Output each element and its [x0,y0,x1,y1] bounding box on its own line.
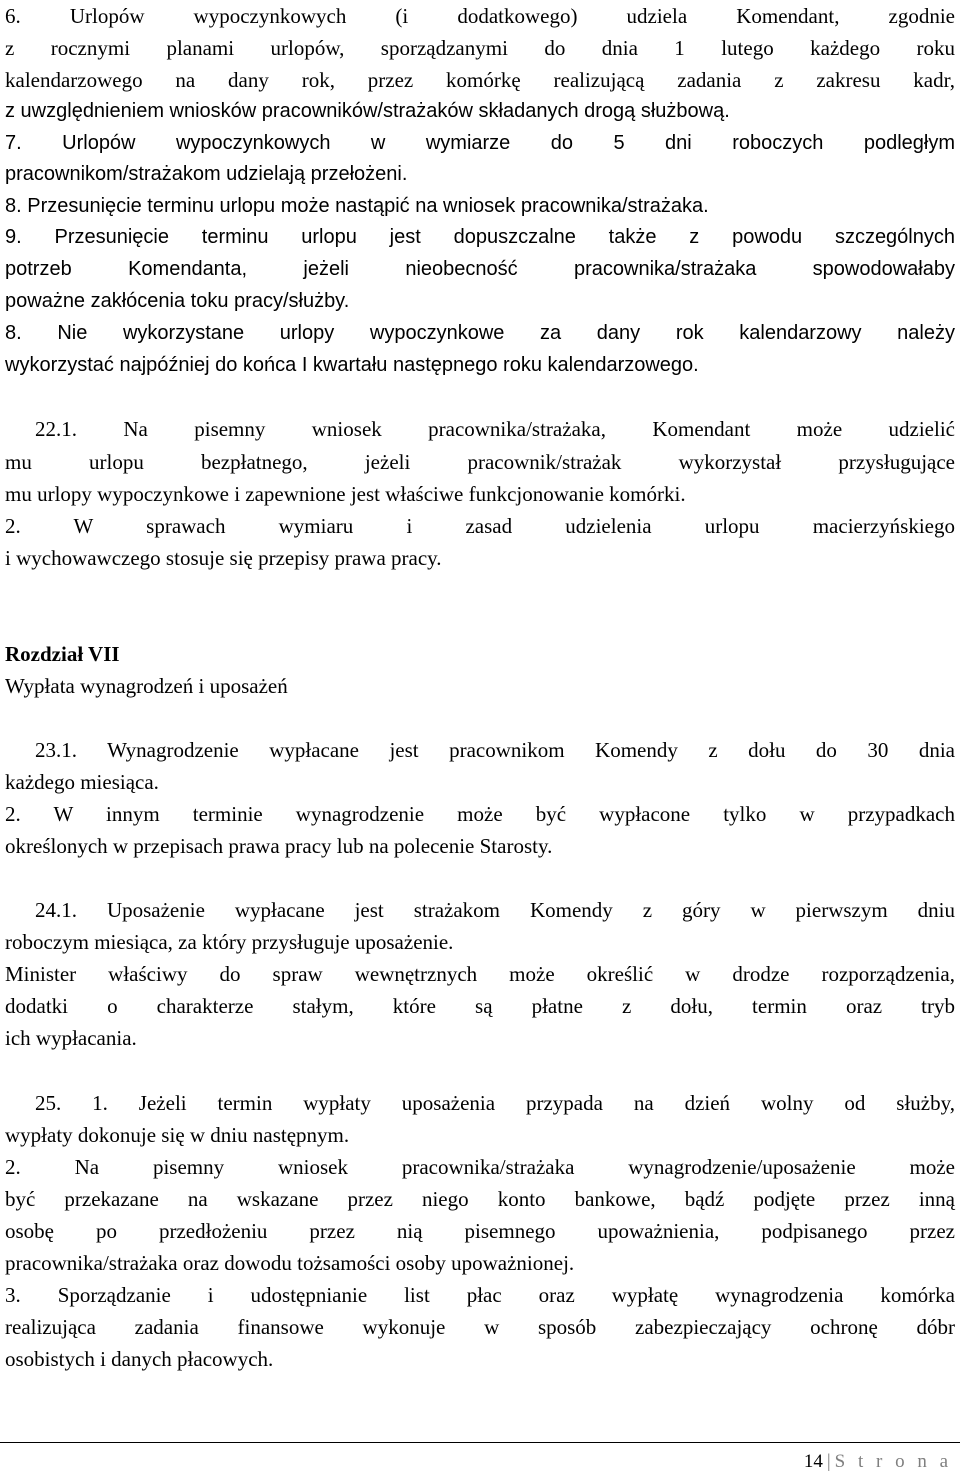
footer-divider [0,1442,960,1443]
section-25-line-1 [5,1087,955,1119]
section-24-line-3: Minister właściwy do spraw wewnętrznych może określić w drodze rozporządzenia, [5,962,955,986]
section-23-line-3: 2. W innym terminie wynagrodzenie może być wypłacone tylko w przypadkach [5,802,955,826]
paragraph-6-line-2: z rocznymi planami urlopów, sporządzanymi do dnia 1 lutego każdego roku [5,36,955,60]
section-24-line-2: roboczym miesiąca, za który przysługuje uposażenie. [5,930,454,954]
section-25-line-6: pracownika/strażaka oraz dowodu tożsamości osoby upoważnionej. [5,1251,575,1275]
chapter-heading: Rozdział VII [5,642,120,666]
page-number: 14 [803,1451,823,1472]
section-25-line-3: 2. Na pisemny wniosek pracownika/strażaka wynagrodzenie/uposażenie może [5,1155,955,1179]
paragraph-9-line-2: potrzeb Komendanta, jeżeli nieobecność pracownika/strażaka spowodowałaby [5,258,955,280]
section-23-line-4: określonych w przepisach prawa pracy lub na polecenie Starosty. [5,834,553,858]
section-24-line-5: ich wypłacania. [5,1026,137,1050]
section-23-line-1 [5,734,955,766]
section-24-line-4: dodatki o charakterze stałym, które są płatne z dołu, termin oraz tryb [5,994,955,1018]
paragraph-9-line-1: 9. Przesunięcie terminu urlopu jest dopuszczalne także z powodu szczególnych [5,226,955,248]
paragraph-7-line-1: 7. Urlopów wypoczynkowych w wymiarze do 5 dni roboczych podległym [5,132,955,154]
section-25-line-7: 3. Sporządzanie i udostępnianie list płac oraz wypłatę wynagrodzenia komórka [5,1283,955,1307]
section-22-line-5: i wychowawczego stosuje się przepisy prawa pracy. [5,546,442,570]
section-25-line-4: być przekazane na wskazane przez niego konto bankowe, bądź podjęte przez inną [5,1187,955,1211]
section-25-line-5: osobę po przedłożeniu przez nią pisemnego upoważnienia, podpisanego przez [5,1219,955,1243]
section-23-line-1-text: 23.1. Wynagrodzenie wypłacane jest pracownikom Komendy z dołu do 30 dnia [35,738,955,762]
paragraph-9-line-3: poważne zakłócenia toku pracy/służby. [5,290,350,312]
section-22-line-2: mu urlopu bezpłatnego, jeżeli pracownik/strażak wykorzystał przysługujące [5,450,955,474]
paragraph-6-line-3: kalendarzowego na dany rok, przez komórkę realizującą zadania z zakresu kadr, [5,68,955,92]
section-25-line-8: realizująca zadania finansowe wykonuje w sposób zabezpieczający ochronę dóbr [5,1315,955,1339]
paragraph-7-line-2: pracownikom/strażakom udzielają przełożeni. [5,163,408,185]
section-22-line-3: mu urlopy wypoczynkowe i zapewnione jest właściwe funkcjonowanie komórki. [5,482,686,506]
section-23-line-2: każdego miesiąca. [5,770,159,794]
paragraph-8b-line-1: 8. Nie wykorzystane urlopy wypoczynkowe za dany rok kalendarzowy należy [5,322,955,344]
section-22-line-1 [5,413,955,445]
section-25-line-9: osobistych i danych płacowych. [5,1347,274,1371]
paragraph-8a: 8. Przesunięcie terminu urlopu może nastąpić na wniosek pracownika/strażaka. [5,195,709,217]
footer-label: S t r o n a [834,1451,952,1472]
footer-separator: | [826,1451,831,1472]
paragraph-6-line-4: z uwzględnieniem wniosków pracowników/strażaków składanych drogą służbową. [5,100,730,122]
section-24-line-1-text: 24.1. Uposażenie wypłacane jest strażakom Komendy z góry w pierwszym dniu [35,898,955,922]
section-24-line-1 [5,894,955,926]
section-22-line-1-text: 22.1. Na pisemny wniosek pracownika/strażaka, Komendant może udzielić [35,417,955,441]
section-25-line-1-text: 25. 1. Jeżeli termin wypłaty uposażenia przypada na dzień wolny od służby, [35,1091,955,1115]
chapter-subtitle: Wypłata wynagrodzeń i uposażeń [5,674,288,698]
paragraph-6-line-1: 6. Urlopów wypoczynkowych (i dodatkowego) udziela Komendant, zgodnie [5,4,955,28]
paragraph-8b-line-2: wykorzystać najpóźniej do końca I kwartału następnego roku kalendarzowego. [5,354,699,376]
page-footer [804,1450,952,1474]
section-25-line-2: wypłaty dokonuje się w dniu następnym. [5,1123,350,1147]
section-22-line-4: 2. W sprawach wymiaru i zasad udzielenia urlopu macierzyńskiego [5,514,955,538]
